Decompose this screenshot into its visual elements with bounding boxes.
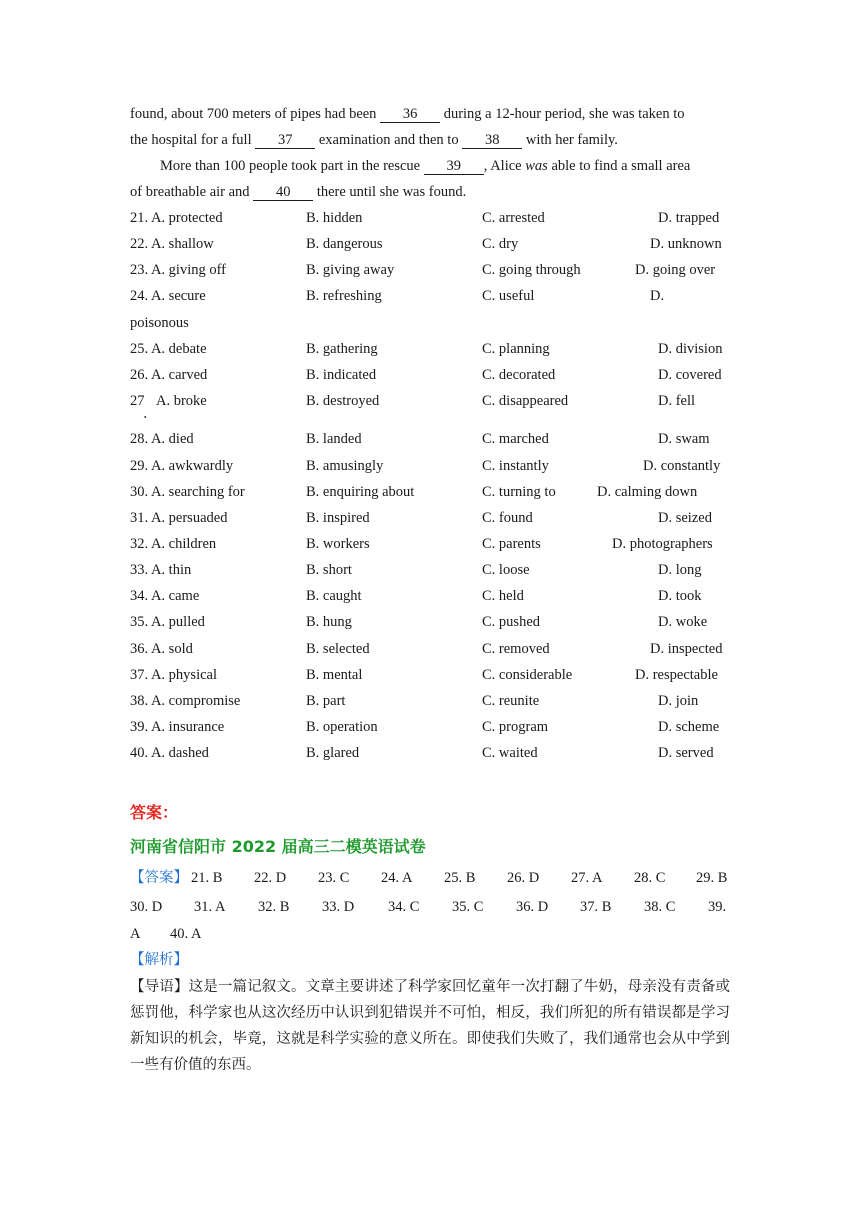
answer-item: 29. B (696, 870, 728, 886)
analysis-tag: 【解析】 (130, 952, 188, 968)
answer-item: 23. C (318, 870, 350, 886)
option-c: C. dry (482, 236, 519, 252)
option-c: C. arrested (482, 210, 545, 226)
blank-37: 37 (255, 132, 315, 149)
option-b: B. refreshing (306, 288, 382, 304)
option-number-a: 22. A. shallow (130, 236, 214, 252)
option-d: D. woke (658, 614, 708, 630)
option-c: C. disappeared (482, 393, 569, 409)
option-c: C. found (482, 510, 533, 526)
option-c: C. instantly (482, 458, 549, 474)
option-c: C. considerable (482, 667, 573, 683)
passage-text: the hospital for a full (130, 132, 256, 148)
option-d: D. going over (635, 262, 716, 278)
option-b: B. indicated (306, 367, 377, 383)
passage-text: More than 100 people took part in the rescue (160, 158, 424, 174)
passage-italic-was: was (525, 158, 548, 174)
option-c: C. useful (482, 288, 535, 304)
passage-line-1 (130, 104, 730, 124)
answer-item: 24. A (381, 870, 413, 886)
answer-item: 25. B (444, 870, 476, 886)
source-title: 河南省信阳市 2022 届高三二模英语试卷 (130, 837, 426, 856)
option-b: B. hung (306, 614, 352, 630)
option-number-a: 29. A. awkwardly (130, 458, 234, 474)
answer-item: 35. C (452, 899, 484, 915)
blank-39: 39 (424, 158, 484, 175)
option-b: B. selected (306, 641, 370, 657)
option-d: D. inspected (650, 641, 723, 657)
option-b: B. hidden (306, 210, 363, 226)
option-d: D. covered (658, 367, 722, 383)
option-b: B. short (306, 562, 352, 578)
option-c: C. loose (482, 562, 530, 578)
option-b: B. landed (306, 431, 362, 447)
option-number-a: 39. A. insurance (130, 719, 225, 735)
option-c: C. pushed (482, 614, 540, 630)
blank-36: 36 (380, 106, 440, 123)
option-d: D. (650, 288, 665, 304)
answer-item: 36. D (516, 899, 549, 915)
option-b: B. part (306, 693, 346, 709)
option-b: B. amusingly (306, 458, 384, 474)
option-number-a: 32. A. children (130, 536, 217, 552)
option-d: D. swam (658, 431, 710, 447)
analysis-tag-row (130, 950, 188, 970)
option-d: D. took (658, 588, 702, 604)
option-b: B. destroyed (306, 393, 380, 409)
answer-item: 27. A (571, 870, 603, 886)
option-c: C. parents (482, 536, 541, 552)
answer-item: 32. B (258, 899, 290, 915)
answer-item: 40. A (170, 926, 202, 942)
option-d: D. unknown (650, 236, 722, 252)
answer-item: 33. D (322, 899, 355, 915)
option-d: D. respectable (635, 667, 718, 683)
option-number-a: 31. A. persuaded (130, 510, 228, 526)
option-d: D. seized (658, 510, 712, 526)
option-number-a: 21. A. protected (130, 210, 223, 226)
option-d: D. scheme (658, 719, 720, 735)
option-a: A. broke (156, 393, 207, 409)
option-b: B. glared (306, 745, 360, 761)
answer-item: 26. D (507, 870, 540, 886)
option-c: C. removed (482, 641, 550, 657)
passage-text: examination and then to (315, 132, 463, 148)
answer-row-1 (130, 868, 188, 888)
option-d: D. join (658, 693, 699, 709)
passage-line-3 (160, 156, 760, 176)
option-number-a: 35. A. pulled (130, 614, 205, 630)
answer-item: 30. D (130, 899, 163, 915)
option-b: B. dangerous (306, 236, 383, 252)
option-number-a: 24. A. secure (130, 288, 206, 304)
option-number-a: 40. A. dashed (130, 745, 209, 761)
answer-item: 31. A (194, 899, 226, 915)
option-c: C. program (482, 719, 549, 735)
option-c: C. held (482, 588, 524, 604)
answer-item: 37. B (580, 899, 612, 915)
option-d: D. division (658, 341, 723, 357)
option-d: D. photographers (612, 536, 713, 552)
option-number-a: 33. A. thin (130, 562, 192, 578)
passage-text: found, about 700 meters of pipes had been (130, 106, 381, 122)
option-b: B. operation (306, 719, 378, 735)
option-d: D. calming down (597, 484, 698, 500)
answer-item: 21. B (191, 870, 223, 886)
option-number-a: 26. A. carved (130, 367, 208, 383)
option-d: D. fell (658, 393, 696, 409)
passage-text: , Alice (483, 158, 526, 174)
option-c: C. decorated (482, 367, 556, 383)
option-number-a: 36. A. sold (130, 641, 193, 657)
option-c: C. marched (482, 431, 549, 447)
answer-tag: 【答案】 (130, 870, 188, 886)
option-b: B. enquiring about (306, 484, 415, 500)
option-b: B. mental (306, 667, 363, 683)
answer-item: 38. C (644, 899, 676, 915)
intro-text: 这是一篇记叙文。文章主要讲述了科学家回忆童年一次打翻了牛奶，母亲没有责备或惩罚他，科学家也从这次经历中认识到犯错误并不可怕，相反，我们所犯的所有错误都是学习新知识的机会，毕竟，这就是科学实验的意义所在。即使我们失败了，我们通常也会从中学到一些有价值的东西。 (130, 979, 731, 1073)
blank-40: 40 (253, 184, 313, 201)
passage-text: of breathable air and (130, 184, 254, 200)
option-number-a: 28. A. died (130, 431, 194, 447)
passage-text: with her family. (522, 132, 618, 148)
option-b: B. workers (306, 536, 370, 552)
option-d: D. trapped (658, 210, 720, 226)
option-b: B. gathering (306, 341, 378, 357)
answer-item: 34. C (388, 899, 420, 915)
passage-text: there until she was found. (313, 184, 467, 200)
option-27-mark: ． (143, 406, 158, 422)
option-d: D. served (658, 745, 714, 761)
option-number-a: 25. A. debate (130, 341, 207, 357)
option-number-a: 27 (130, 393, 145, 409)
intro-paragraph (130, 974, 730, 1078)
option-c: C. going through (482, 262, 581, 278)
answer-item: 22. D (254, 870, 287, 886)
answer-item: 28. C (634, 870, 666, 886)
option-number-a: 30. A. searching for (130, 484, 245, 500)
option-number-a: 34. A. came (130, 588, 200, 604)
option-b: B. inspired (306, 510, 370, 526)
option-c: C. planning (482, 341, 550, 357)
option-d: D. long (658, 562, 702, 578)
option-number-a: 23. A. giving off (130, 262, 226, 278)
option-c: C. turning to (482, 484, 556, 500)
option-c: C. waited (482, 745, 538, 761)
option-24-d-wrap: poisonous (130, 315, 189, 331)
intro-tag: 【导语】 (130, 979, 189, 995)
passage-text: during a 12-hour period, she was taken to (440, 106, 685, 122)
answers-heading: 答案： (130, 803, 179, 822)
passage-line-4 (130, 182, 730, 202)
option-number-a: 37. A. physical (130, 667, 217, 683)
passage-text: able to find a small area (547, 158, 691, 174)
option-number-a: 38. A. compromise (130, 693, 241, 709)
option-d: D. constantly (643, 458, 721, 474)
option-b: B. giving away (306, 262, 395, 278)
passage-line-2 (130, 130, 730, 150)
answer-item: 39. (708, 899, 727, 915)
answer-item: A (130, 926, 141, 942)
option-c: C. reunite (482, 693, 540, 709)
blank-38: 38 (462, 132, 522, 149)
option-b: B. caught (306, 588, 362, 604)
